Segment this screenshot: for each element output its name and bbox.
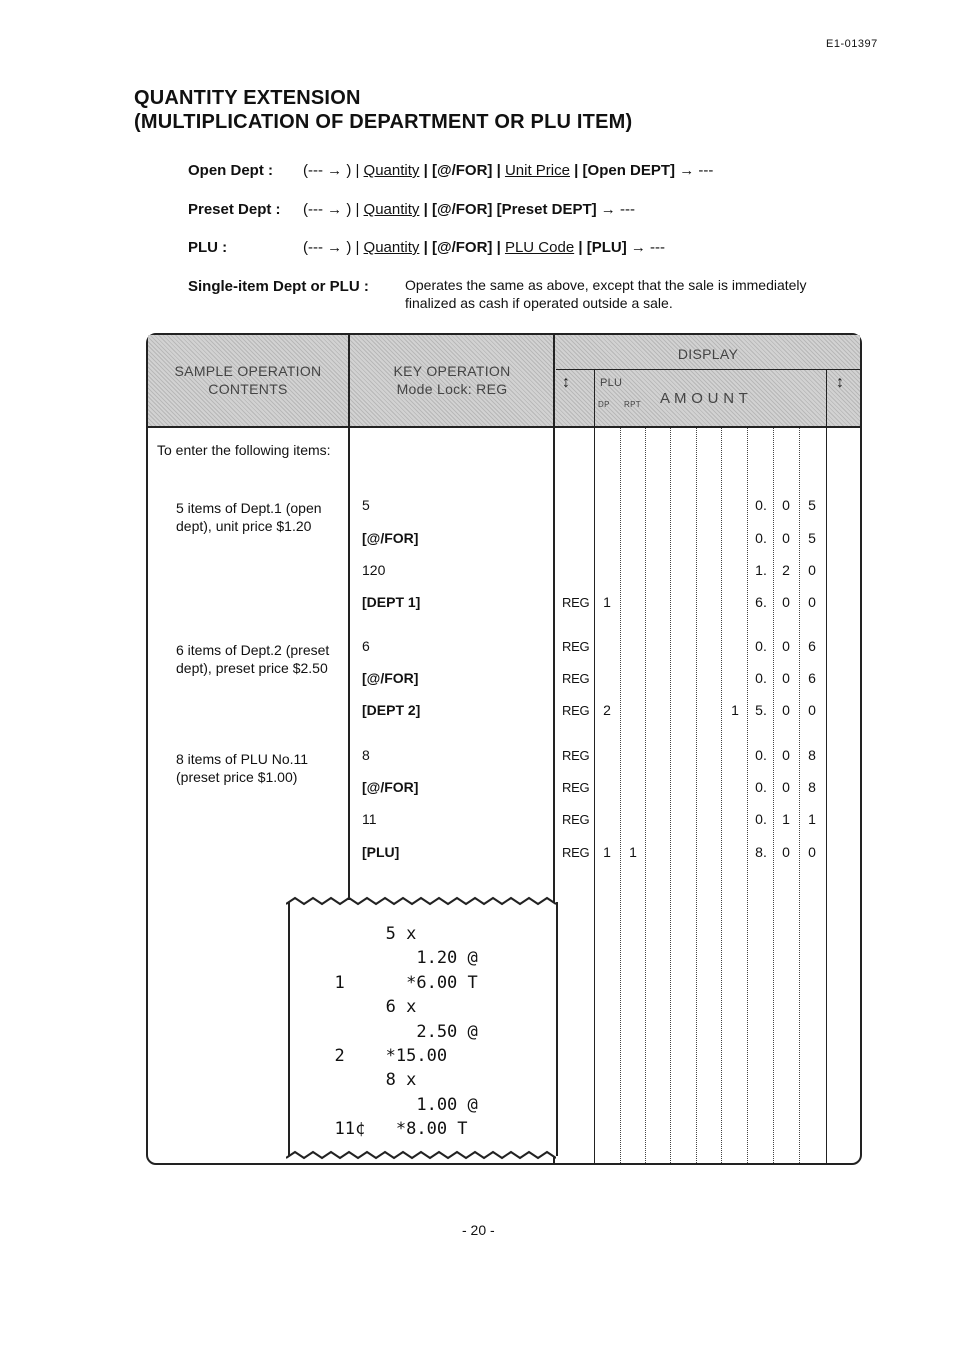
plu-dp-digit: 2 — [603, 702, 611, 718]
receipt-line: 1.00 @ — [314, 1094, 478, 1115]
mode-indicator: REG — [562, 780, 590, 795]
page-number: - 20 - — [462, 1222, 495, 1238]
amount-digit: 0 — [782, 530, 790, 546]
plu-rpt-digit: 1 — [629, 844, 637, 860]
receipt-line: 8 x — [314, 1070, 417, 1091]
receipt-line: 6 x — [314, 997, 417, 1018]
amount-digit: 0 — [808, 594, 816, 610]
key-operation: 6 — [362, 638, 370, 654]
header-key-line1: KEY OPERATION — [393, 363, 511, 379]
receipt — [288, 902, 558, 1156]
amount-digit: 5 — [808, 530, 816, 546]
dot-col — [645, 428, 646, 1163]
right-arrow-icon: ↕ — [836, 374, 844, 391]
receipt-bottom-edge — [286, 1148, 556, 1166]
divider-key — [348, 335, 350, 900]
page-subtitle: (MULTIPLICATION OF DEPARTMENT OR PLU ITEM) — [134, 111, 633, 133]
mode-indicator: REG — [562, 845, 590, 860]
syntax-suffix: → --- — [600, 201, 635, 218]
syntax-sequence — [303, 162, 713, 179]
amount-digit: 0 — [782, 702, 790, 718]
syntax-label: PLU : — [188, 239, 228, 256]
receipt-line: 1.20 @ — [314, 948, 478, 969]
dot-col — [620, 428, 621, 1163]
key-operation: [@/FOR] — [362, 779, 419, 795]
receipt-top-edge — [286, 894, 556, 912]
amount-digit: 0 — [808, 702, 816, 718]
amount-digit: 8 — [808, 747, 816, 763]
syntax-suffix: → --- — [679, 162, 714, 179]
key-operation: 8 — [362, 747, 370, 763]
header-bottom-line — [148, 426, 860, 428]
syntax-label: Open Dept : — [188, 162, 273, 179]
group-desc-3: 8 items of PLU No.11 (preset price $1.00) — [176, 751, 309, 785]
amount-digit: 1 — [808, 811, 816, 827]
syntax-sep: | — [578, 239, 583, 256]
key-operation: 11 — [362, 811, 377, 827]
group-desc-2: 6 items of Dept.2 (preset dept), preset price $2.50 — [176, 642, 330, 676]
amount-digit: 8 — [808, 779, 816, 795]
amount-digit: 0. — [755, 497, 767, 513]
receipt-line: 2 *15.00 — [314, 1045, 448, 1066]
key-operation: [DEPT 1] — [362, 594, 421, 610]
dot-col — [747, 428, 748, 1163]
header-key-line2: Mode Lock: REG — [396, 381, 508, 397]
dot-col — [721, 428, 722, 1163]
amount-digit: 0. — [755, 670, 767, 686]
amount-digit: 0 — [808, 562, 816, 578]
amount-digit: 0. — [755, 530, 767, 546]
key-operation: [DEPT 2] — [362, 702, 421, 718]
mode-indicator: REG — [562, 748, 590, 763]
syntax-sequence — [303, 201, 635, 218]
key-operation: [@/FOR] — [362, 530, 419, 546]
key-operation: [PLU] — [362, 844, 400, 860]
amount-digit: 0. — [755, 811, 767, 827]
mode-indicator: REG — [562, 703, 590, 718]
amount-digit: 6 — [808, 670, 816, 686]
amount-digit: 1 — [782, 811, 790, 827]
amount-digit: 5. — [755, 702, 767, 718]
plu-dp-digit: 1 — [603, 594, 611, 610]
syntax-sequence — [303, 239, 665, 256]
key-operation: [@/FOR] — [362, 670, 419, 686]
dot-col — [799, 428, 800, 1163]
syntax-end: [Preset DEPT] — [496, 201, 597, 218]
header-rpt: RPT — [624, 400, 641, 409]
syntax-quantity: Quantity — [363, 239, 420, 256]
key-operation: 5 — [362, 497, 370, 513]
amount-digit: 1 — [731, 702, 739, 718]
amount-digit: 0 — [782, 594, 790, 610]
group-desc-1: 5 items of Dept.1 (open dept), unit price $1.20 — [176, 500, 322, 534]
syntax-quantity: Quantity — [363, 201, 420, 218]
syntax-prefix: (--- → ) | — [303, 239, 360, 256]
left-arrow-icon: ↕ — [562, 374, 570, 391]
amount-digit: 0 — [782, 638, 790, 654]
syntax-sep: | — [574, 162, 579, 179]
header-plu: PLU — [600, 377, 623, 389]
mode-indicator: REG — [562, 812, 590, 827]
syntax-for: | [@/FOR] — [423, 201, 493, 218]
amount-digit: 2 — [782, 562, 790, 578]
document-number: E1-01397 — [826, 38, 878, 50]
header-dp: DP — [598, 400, 610, 409]
key-operation: 120 — [362, 562, 386, 578]
amount-digit: 0 — [782, 779, 790, 795]
amount-digit: 0 — [782, 670, 790, 686]
dot-col — [696, 428, 697, 1163]
amount-digit: 8. — [755, 844, 767, 860]
amount-digit: 0 — [782, 497, 790, 513]
mode-indicator: REG — [562, 639, 590, 654]
page-title: QUANTITY EXTENSION — [134, 87, 361, 109]
syntax-for: | [@/FOR] | — [423, 239, 501, 256]
single-item-label: Single-item Dept or PLU : — [188, 278, 369, 295]
header-sample: SAMPLE OPERATION CONTENTS — [174, 363, 322, 397]
amount-digit: 0 — [808, 844, 816, 860]
dot-col — [670, 428, 671, 1163]
intro-text: To enter the following items: — [157, 442, 331, 458]
display-subline — [556, 369, 860, 370]
receipt-line: 11¢ *8.00 T — [314, 1119, 468, 1140]
syntax-end: [PLU] — [586, 239, 627, 256]
syntax-end: [Open DEPT] — [582, 162, 676, 179]
amount-digit: 6 — [808, 638, 816, 654]
mode-indicator: REG — [562, 595, 590, 610]
amount-digit: 5 — [808, 497, 816, 513]
divider-reg — [594, 370, 595, 1163]
amount-digit: 0 — [782, 747, 790, 763]
amount-digit: 6. — [755, 594, 767, 610]
amount-digit: 0. — [755, 638, 767, 654]
amount-digit: 0 — [782, 844, 790, 860]
receipt-line: 2.50 @ — [314, 1021, 478, 1042]
receipt-line: 1 *6.00 T — [314, 972, 478, 993]
receipt-line: 5 x — [314, 924, 417, 944]
mode-indicator: REG — [562, 671, 590, 686]
syntax-prefix: (--- → ) | — [303, 201, 360, 218]
header-amount: A M O U N T — [660, 390, 749, 407]
syntax-value: Unit Price — [504, 162, 570, 179]
header-display: DISPLAY — [677, 346, 739, 362]
syntax-suffix: → --- — [630, 239, 666, 256]
syntax-value: PLU Code — [504, 239, 575, 256]
syntax-quantity: Quantity — [363, 162, 420, 179]
amount-digit: 1. — [755, 562, 767, 578]
divider-right — [826, 370, 827, 1163]
dot-col — [773, 428, 774, 1163]
syntax-prefix: (--- → ) | — [303, 162, 360, 179]
syntax-label: Preset Dept : — [188, 201, 281, 218]
amount-digit: 0. — [755, 747, 767, 763]
single-item-text: Operates the same as above, except that the sale is immediately finalized as cash if operated outside a sale. — [405, 277, 807, 311]
plu-dp-digit: 1 — [603, 844, 611, 860]
amount-digit: 0. — [755, 779, 767, 795]
syntax-for: | [@/FOR] | — [423, 162, 501, 179]
